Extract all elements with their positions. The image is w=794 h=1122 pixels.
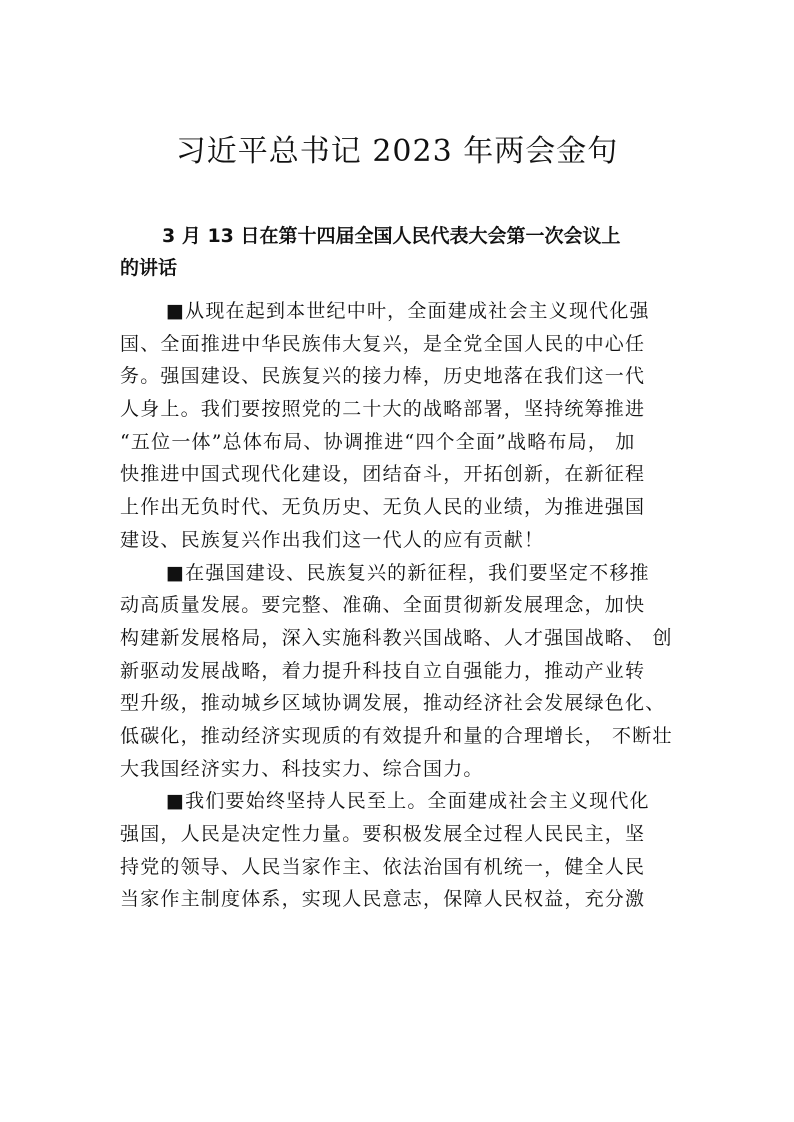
text-line: 动高质量发展。要完整、准确、全面贯彻新发展理念，加快 (120, 594, 646, 617)
text-line: 当家作主制度体系，实现人民意志，保障人民权益，充分激 (120, 888, 646, 911)
text-line: 强国，人民是决定性力量。要积极发展全过程人民民主，坚 (120, 823, 646, 845)
text-line: 大我国经济实力、科技实力、综合国力。 (120, 757, 484, 780)
paragraph-3 (120, 785, 680, 916)
text-line: “五位一体”总体布局、协调推进“四个全面”战略布局， 加 (120, 430, 636, 453)
text-line: 构建新发展格局，深入实施科教兴国战略、人才强国战略、 创 (120, 626, 673, 649)
paragraph-1 (120, 295, 680, 557)
text-line: 型升级，推动城乡区域协调发展，推动经济社会发展绿色化、 (120, 692, 666, 715)
text-line: 上作出无负时代、无负历史、无负人民的业绩，为推进强国 (120, 496, 646, 519)
document-body (120, 295, 680, 916)
text-line: 新驱动发展战略，着力提升科技自立自强能力，推动产业转 (120, 659, 646, 682)
text-line: 人身上。我们要按照党的二十大的战略部署，坚持统筹推进 (120, 398, 646, 421)
text-line: ■在强国建设、民族复兴的新征程，我们要坚定不移推 (166, 561, 650, 584)
document-title: 习近平总书记 2023 年两会金句 (175, 134, 619, 169)
text-line: 国、全面推进中华民族伟大复兴，是全党全国人民的中心任 (120, 332, 646, 355)
section-heading (120, 220, 680, 284)
text-line: 持党的领导、人民当家作主、依法治国有机统一，健全人民 (120, 855, 646, 878)
paragraph-2 (120, 557, 680, 786)
text-line: 务。强国建设、民族复兴的接力棒，历史地落在我们这一代 (120, 365, 646, 388)
text-line: 建设、民族复兴作出我们这一代人的应有贡献！ (120, 528, 545, 551)
text-line: 快推进中国式现代化建设，团结奋斗，开拓创新，在新征程 (120, 463, 646, 486)
text-line: 低碳化，推动经济实现质的有效提升和量的合理增长， 不断壮 (120, 724, 673, 747)
text-line: ■从现在起到本世纪中叶，全面建成社会主义现代化强 (166, 300, 650, 322)
section-heading-line: 3 月 13 日在第十四届全国人民代表大会第一次会议上 (162, 225, 621, 247)
text-line: ■我们要始终坚持人民至上。全面建成社会主义现代化 (166, 790, 650, 813)
section-heading-line: 的讲话 (120, 257, 178, 279)
